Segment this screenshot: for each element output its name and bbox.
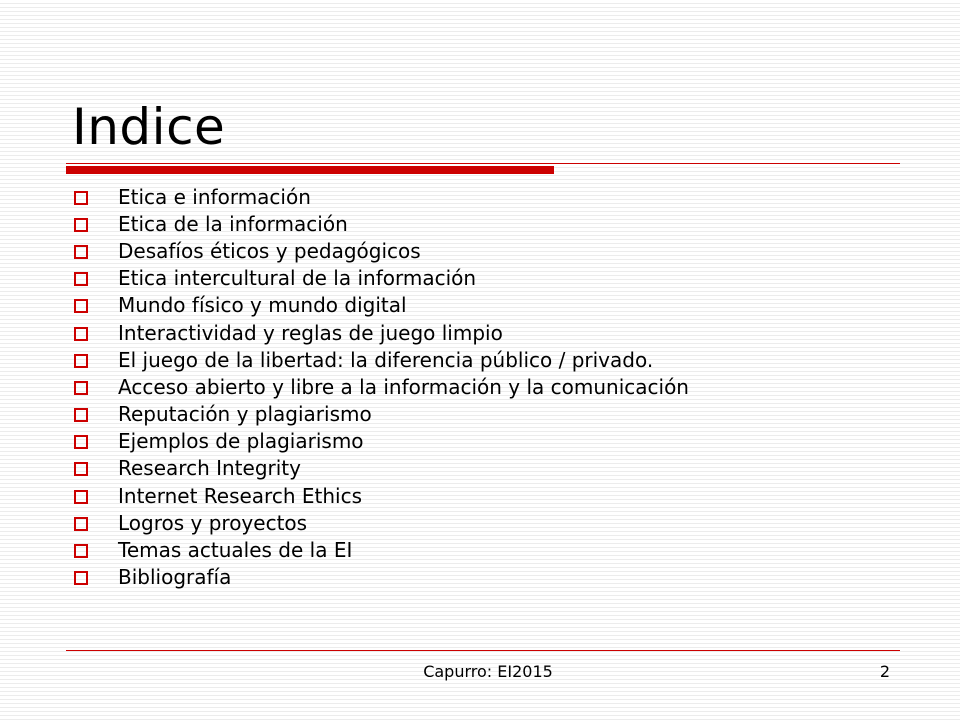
slide-title: Indice <box>72 98 226 156</box>
list-item <box>74 183 689 210</box>
bullet-text: Reputación y plagiarismo <box>118 402 372 427</box>
bullet-text: Etica e información <box>118 184 311 209</box>
bullet-text: Etica intercultural de la información <box>118 266 477 291</box>
square-bullet-icon <box>74 191 88 205</box>
bullet-text: Temas actuales de la EI <box>118 538 353 563</box>
square-bullet-icon <box>74 354 88 368</box>
title-underline-thick <box>66 166 554 174</box>
bullet-text: Etica de la información <box>118 211 348 236</box>
list-item <box>74 210 689 237</box>
square-bullet-icon <box>74 327 88 341</box>
list-item <box>74 536 689 563</box>
bullet-text: Bibliografía <box>118 565 232 590</box>
bullet-text: El juego de la libertad: la diferencia público / privado. <box>118 347 654 372</box>
square-bullet-icon <box>74 218 88 232</box>
list-item <box>74 455 689 482</box>
square-bullet-icon <box>74 245 88 259</box>
bullet-text: Logros y proyectos <box>118 510 308 535</box>
bullet-text: Research Integrity <box>118 456 301 481</box>
bullet-text: Acceso abierto y libre a la información y la comunicación <box>118 374 689 399</box>
list-item <box>74 401 689 428</box>
list-item <box>74 265 689 292</box>
list-item <box>74 482 689 509</box>
square-bullet-icon <box>74 299 88 313</box>
list-item <box>74 428 689 455</box>
list-item <box>74 373 689 400</box>
bullet-text: Ejemplos de plagiarismo <box>118 429 364 454</box>
bullet-text: Interactividad y reglas de juego limpio <box>118 320 503 345</box>
page-number: 2 <box>879 662 890 681</box>
title-underline-thin <box>66 163 900 164</box>
square-bullet-icon <box>74 381 88 395</box>
list-item <box>74 509 689 536</box>
square-bullet-icon <box>74 272 88 286</box>
bullet-list <box>74 183 689 591</box>
square-bullet-icon <box>74 435 88 449</box>
square-bullet-icon <box>74 544 88 558</box>
bullet-text: Mundo físico y mundo digital <box>118 293 407 318</box>
footer-label: Capurro: EI2015 <box>423 662 553 681</box>
footer-divider <box>66 650 900 651</box>
square-bullet-icon <box>74 517 88 531</box>
list-item <box>74 319 689 346</box>
list-item <box>74 564 689 591</box>
bullet-text: Internet Research Ethics <box>118 483 362 508</box>
list-item <box>74 237 689 264</box>
list-item <box>74 292 689 319</box>
list-item <box>74 346 689 373</box>
square-bullet-icon <box>74 571 88 585</box>
square-bullet-icon <box>74 490 88 504</box>
square-bullet-icon <box>74 408 88 422</box>
bullet-text: Desafíos éticos y pedagógicos <box>118 238 421 263</box>
square-bullet-icon <box>74 462 88 476</box>
